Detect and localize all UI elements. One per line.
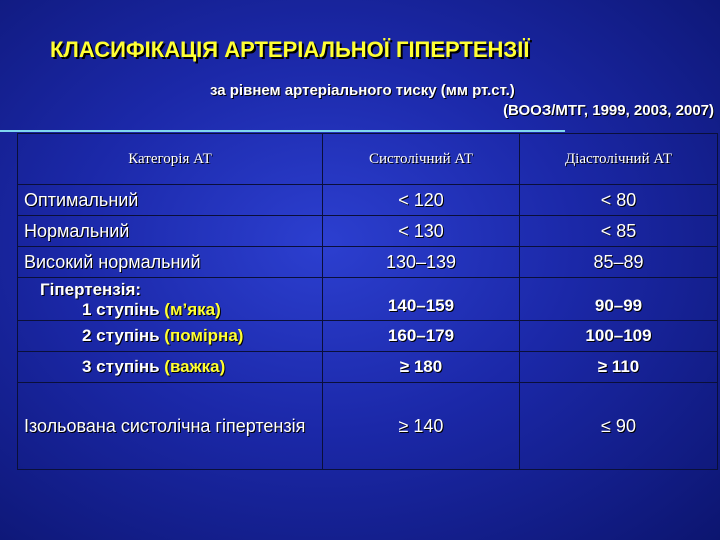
category-cell (18, 352, 323, 383)
diastolic-cell: < 85 (520, 216, 718, 247)
category-cell: Високий нормальний (18, 247, 323, 278)
stage-number: 3 ступінь (82, 357, 160, 376)
table-header-row (18, 134, 718, 185)
hypertension-stage-1-row (18, 278, 718, 321)
category-cell: Нормальний (18, 216, 323, 247)
systolic-cell: < 120 (323, 185, 520, 216)
isolated-hypertension-row (18, 383, 718, 470)
category-cell: Оптимальний (18, 185, 323, 216)
stage-label (24, 300, 316, 320)
slide-subtitle: за рівнем артеріального тиску (мм рт.ст.) (210, 82, 515, 99)
systolic-cell: ≥ 140 (323, 383, 520, 470)
category-cell (18, 321, 323, 352)
slide-title: КЛАСИФІКАЦІЯ АРТЕРІАЛЬНОЇ ГІПЕРТЕНЗІЇ (50, 37, 530, 62)
source-reference: (ВООЗ/МТГ, 1999, 2003, 2007) (503, 102, 714, 119)
hypertension-label: Гіпертензія: (40, 280, 142, 299)
hypertension-category-cell (18, 278, 323, 321)
stage-severity: (м’яка) (164, 300, 221, 319)
systolic-cell: < 130 (323, 216, 520, 247)
classification-table (17, 133, 718, 470)
header-diastolic: Діастолічний АТ (520, 134, 718, 185)
table-row (18, 247, 718, 278)
hypertension-stage-3-row (18, 352, 718, 383)
diastolic-cell: 85–89 (520, 247, 718, 278)
header-systolic: Систолічний АТ (323, 134, 520, 185)
systolic-cell: ≥ 180 (323, 352, 520, 383)
header-category: Категорія АТ (18, 134, 323, 185)
table-row (18, 185, 718, 216)
diastolic-cell: 100–109 (520, 321, 718, 352)
diastolic-cell: 90–99 (520, 278, 718, 321)
hypertension-stage-2-row (18, 321, 718, 352)
diastolic-cell: ≤ 90 (520, 383, 718, 470)
category-cell: Ізольована систолічна гіпертензія (18, 383, 323, 470)
systolic-cell: 140–159 (323, 278, 520, 321)
stage-severity: (важка) (164, 357, 226, 376)
stage-number: 1 ступінь (82, 300, 160, 319)
systolic-cell: 160–179 (323, 321, 520, 352)
diastolic-cell: ≥ 110 (520, 352, 718, 383)
stage-severity: (помірна) (164, 326, 244, 345)
divider-line (0, 130, 565, 132)
table-row (18, 216, 718, 247)
stage-number: 2 ступінь (82, 326, 160, 345)
systolic-cell: 130–139 (323, 247, 520, 278)
diastolic-cell: < 80 (520, 185, 718, 216)
